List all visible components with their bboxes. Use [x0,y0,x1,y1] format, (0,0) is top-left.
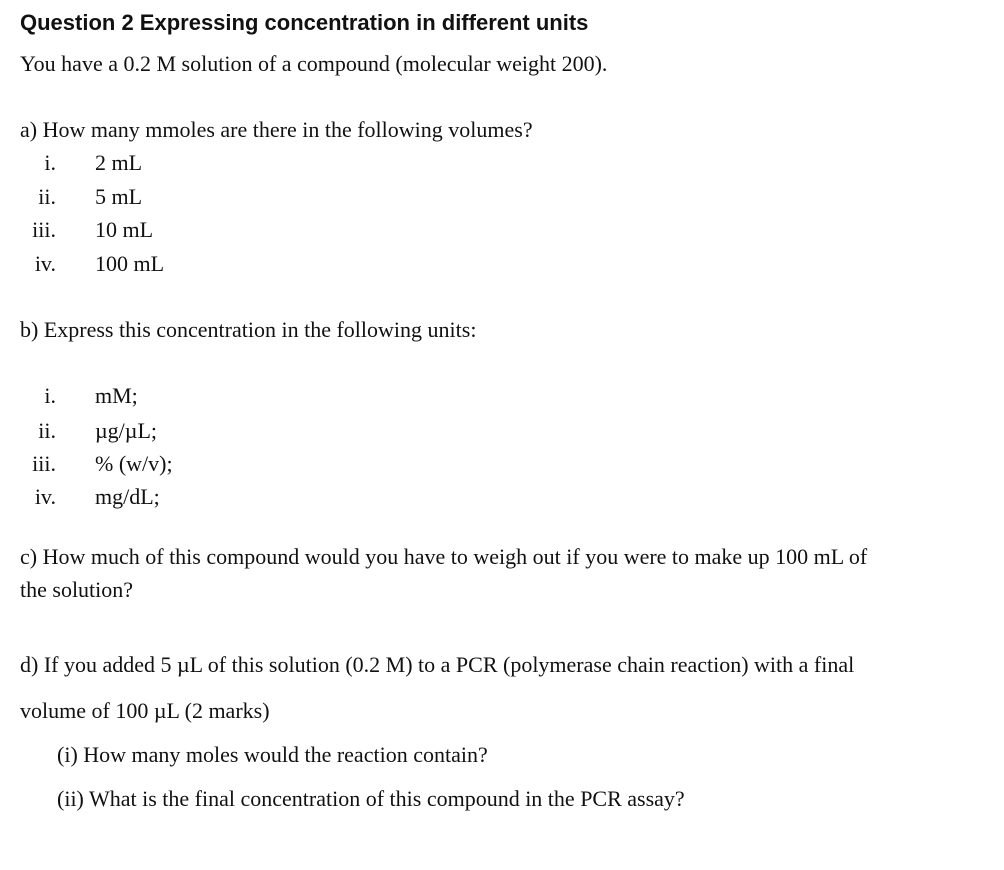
part-b-item-2-numeral: ii. [38,418,56,443]
part-c-line-2: the solution? [20,577,134,602]
part-b-item-1-text: mM; [95,383,138,408]
part-b-item-2 [0,420,400,446]
part-b-item-1 [0,385,400,411]
part-b-item-3-text: % (w/v); [95,451,173,476]
question-intro: You have a 0.2 M solution of a compound (molecular weight 200). [20,51,608,76]
part-a-item-3-numeral: iii. [32,217,56,242]
part-b-item-4 [0,486,400,512]
part-b-item-4-text: mg/dL; [95,484,160,509]
question-title: Question 2 Expressing concentration in different units [20,10,589,35]
part-d-line-2: volume of 100 µL (2 marks) [20,698,270,723]
part-a-item-1-numeral: i. [44,150,56,175]
part-d-sub-ii: (ii) What is the final concentration of this compound in the PCR assay? [57,786,685,811]
part-a-item-4-numeral: iv. [34,251,56,276]
part-a-item-3-text: 10 mL [95,217,154,242]
part-c-line-1: c) How much of this compound would you have to weigh out if you were to make up 100 mL of [20,544,868,569]
part-a-prompt: a) How many mmoles are there in the following volumes? [20,117,533,142]
part-a-item-2-text: 5 mL [95,184,143,209]
part-a-item-4 [0,253,400,279]
part-a-item-4-text: 100 mL [95,251,165,276]
part-b-prompt: b) Express this concentration in the following units: [20,317,477,342]
part-d-sub-i: (i) How many moles would the reaction contain? [57,742,488,767]
part-a-item-2-numeral: ii. [38,184,56,209]
part-b-item-3 [0,453,400,479]
part-b-item-4-numeral: iv. [34,484,56,509]
part-b-item-3-numeral: iii. [32,451,56,476]
part-d-line-1: d) If you added 5 µL of this solution (0.2 M) to a PCR (polymerase chain reaction) with a final [20,652,855,677]
part-a-item-2 [0,186,400,212]
part-a-item-1-text: 2 mL [95,150,143,175]
part-b-item-1-numeral: i. [44,383,56,408]
part-a-item-1 [0,152,400,178]
part-a-item-3 [0,219,400,245]
part-b-item-2-text: µg/µL; [95,418,158,443]
